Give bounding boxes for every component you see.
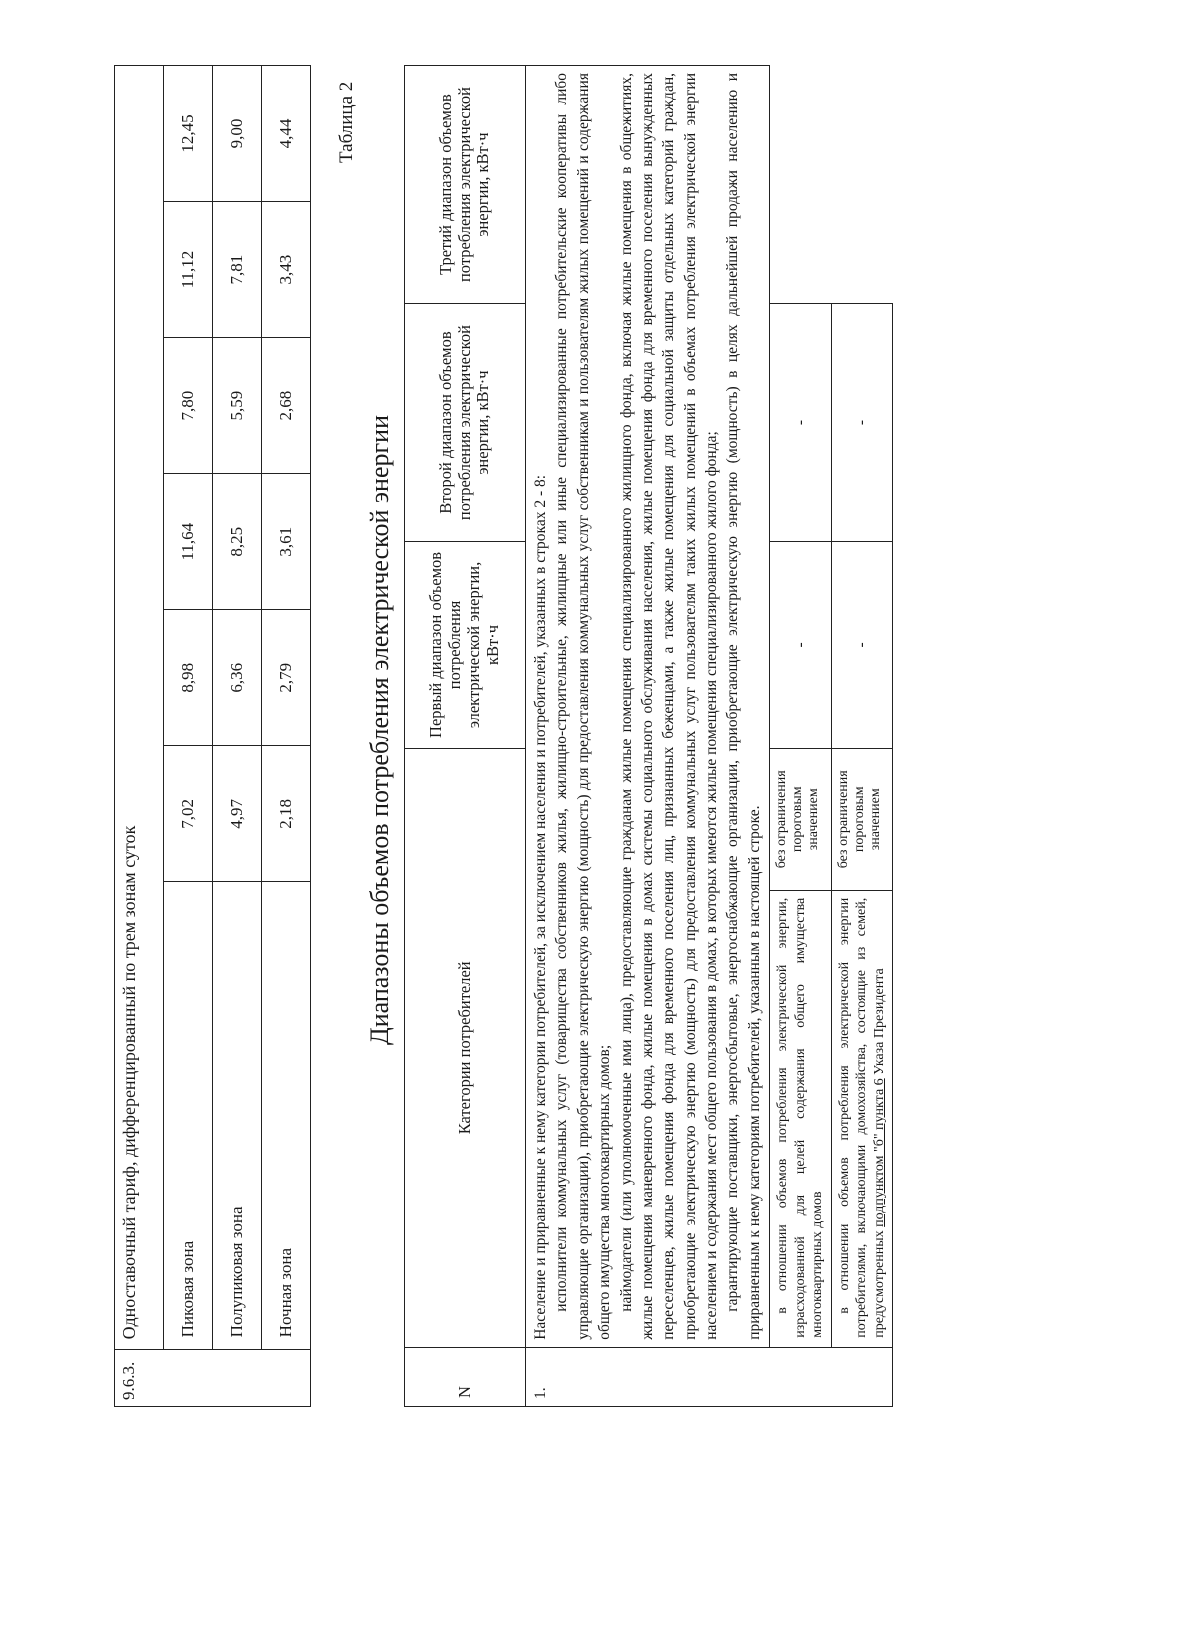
column-header-n: N	[405, 1347, 526, 1406]
range2-value: -	[831, 542, 893, 749]
column-header-category: Категории потребителей	[405, 748, 526, 1347]
tariff-value: 7,81	[213, 202, 262, 338]
tariff-value: 8,98	[164, 610, 213, 746]
category-paragraph: гарантирующие поставщики, энергосбытовые, энергоснабжающие организации, приобретающие электрическую энергию (мощность) в целях дальнейшей продажи населению и приравненным к нему категориям потребителей, указанным в настоящей строке.	[724, 73, 763, 1340]
range3-value: -	[770, 304, 832, 542]
range1-value: без ограничения пороговым значением	[770, 748, 832, 890]
sub-category	[770, 890, 832, 1347]
table-row	[213, 66, 262, 1407]
category-description	[526, 66, 770, 1348]
tariff-value: 2,79	[262, 610, 311, 746]
table-title: Диапазоны объемов потребления электрической энергии	[365, 415, 394, 1045]
tariff-header-row	[115, 66, 164, 1407]
tariff-value: 3,61	[262, 474, 311, 610]
tariff-value: 2,18	[262, 746, 311, 882]
sub-category	[831, 890, 893, 1347]
range1-value: без ограничения пороговым значением	[831, 748, 893, 890]
category-paragraph: Население и приравненные к нему категории потребителей, за исключением населения и потребителей, указанных в строках 2 - 8:	[532, 474, 549, 1340]
column-header-range1: Первый диапазон объемов потребления электрической энергии, кВт·ч	[405, 542, 526, 749]
category-paragraph: наймодатели (или уполномоченные ими лица), предоставляющие гражданам жилые помещения специализированного жилищного фонда, включая жилые помещения в общежитиях, жилые помещения маневренного фонда, жилые помещения в домах системы социального обслуживания населения, жилые помещения фонда для временного поселения вынужденных переселенцев, жилые помещения фонда для временного поселения лиц, признанных беженцами, а также жилые помещения для социальной защиты отдельных категорий граждан, приобретающие электрическую энергию (мощность) для предоставления коммунальных услуг пользователям таких жилых помещений в объемах потребления электрической энергии населением и содержания мест общего пользования в домах, в которых имеются жилые помещения специализированного жилого фонда;	[617, 73, 720, 1340]
table-header-row	[405, 66, 526, 1407]
column-header-range2: Второй диапазон объемов потребления электрической энергии, кВт·ч	[405, 304, 526, 542]
zone-label: Ночная зона	[262, 882, 311, 1350]
tariff-value: 4,97	[213, 746, 262, 882]
table-row	[831, 66, 893, 1407]
tariff-value: 7,02	[164, 746, 213, 882]
tariff-value: 4,44	[262, 66, 311, 202]
tariff-value: 5,59	[213, 338, 262, 474]
tariff-value: 6,36	[213, 610, 262, 746]
tariff-value: 11,12	[164, 202, 213, 338]
tariff-value: 12,45	[164, 66, 213, 202]
tariff-value: 8,25	[213, 474, 262, 610]
table-row	[770, 66, 832, 1407]
table-row	[164, 66, 213, 1407]
range3-value: -	[831, 304, 893, 542]
tariff-value: 11,64	[164, 474, 213, 610]
tariff-table	[114, 65, 311, 1407]
sub-category-text	[836, 898, 889, 1338]
category-paragraph: исполнители коммунальных услуг (товарищества собственников жилья, жилищно-строительные, жилищные или иные специализированные потребительские кооперативы либо управляющие организации), приобретающие электрическую энергию (мощность) для предоставления коммунальных услуг собственникам и пользователям жилых помещений и содержания общего имущества многоквартирных домов;	[553, 73, 614, 1340]
table-row	[262, 66, 311, 1407]
zone-label: Полупиковая зона	[213, 882, 262, 1350]
table-label: Таблица 2	[336, 81, 357, 163]
tariff-value: 7,80	[164, 338, 213, 474]
decree-link[interactable]: подпунктом "б" пункта 6	[871, 1078, 887, 1227]
tariff-heading: Одноставочный тариф, дифференцированный по трем зонам суток	[115, 66, 164, 1350]
consumption-ranges-table	[404, 65, 893, 1407]
tariff-value: 2,68	[262, 338, 311, 474]
tariff-value: 9,00	[213, 66, 262, 202]
column-header-range3: Третий диапазон объемов потребления электрической энергии, кВт·ч	[405, 66, 526, 304]
range2-value: -	[770, 542, 832, 749]
table-row	[526, 66, 770, 1407]
sub-text-after: Указа Президента	[871, 968, 887, 1079]
sub-category-text: в отношении объемов потребления электрической энергии, израсходованной для целей содержания общего имущества многоквартирных домов	[775, 897, 826, 1338]
row-number: 1.	[526, 1347, 893, 1406]
tariff-code: 9.6.3.	[115, 1350, 311, 1407]
zone-label: Пиковая зона	[164, 882, 213, 1350]
sub-text-before: в отношении объемов потребления электрической энергии потребителями, включающими домохозяйства, состоящие из семей, предусмотренных	[836, 897, 887, 1338]
tariff-value: 3,43	[262, 202, 311, 338]
